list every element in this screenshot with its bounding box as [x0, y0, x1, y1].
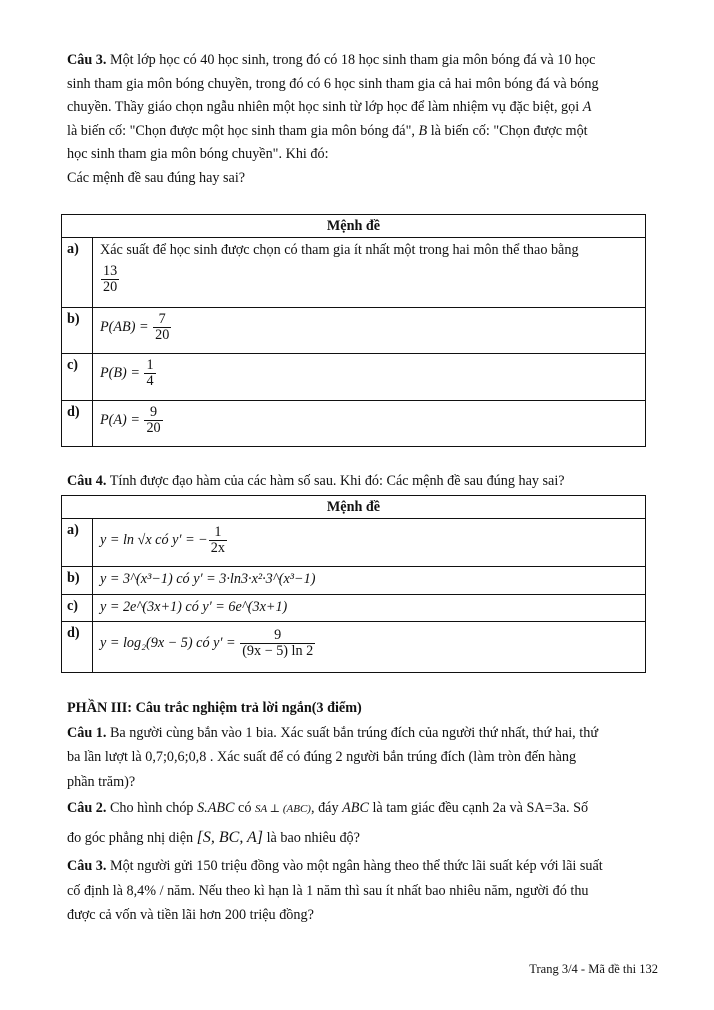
question-3-table	[61, 214, 646, 447]
question-4-table	[61, 495, 646, 673]
section-title: PHẦN III: Câu trắc nghiệm trả lời ngắn(3 điểm)	[67, 700, 362, 716]
table-row: a) y = ln √x có y′ = − $\frac{1}{2x}$	[62, 519, 646, 567]
table-header: Mệnh đề	[62, 496, 646, 519]
question-label: Câu 3.	[67, 52, 107, 68]
table-row: d) P(A) = $\frac{9}{20}$	[62, 401, 646, 447]
table-row: b) P(AB) = $\frac{7}{20}$	[62, 308, 646, 354]
question-4-text: Câu 4. Tính được đạo hàm của các hàm số sau. Khi đó: Các mệnh đề sau đúng hay sai?	[67, 473, 565, 489]
table-row: a) Xác suất để học sinh được chọn có tham gia ít nhất một trong hai môn thể thao bằng $\frac{13}{20}$	[62, 238, 646, 308]
page-footer: Trang 3/4 - Mã đề thi 132	[529, 962, 658, 976]
table-row: d) y = log₂(9x − 5) có y′ = $\frac{9}{(9x - 5) \ln 2}$	[62, 622, 646, 673]
part-3: PHẦN III: Câu trắc nghiệm trả lời ngắn(3 điểm) Câu 1. Ba người cùng bắn vào 1 bia. Xác suất bắn trúng đích của người thứ nhất, thứ hai, thứ ba lần lượt là 0,7;0,6;0,8 . Xác suất để có đúng 2 người bắn trúng đích (làm tròn đến hàng phần trăm)? Câu 2. Cho hình chóp S.ABC có SA ⊥ (ABC), đáy ABC là tam giác đều cạnh 2a và SA=3a. Số đo góc phẳng nhị diện [S, BC, A] là bao nhiêu độ? Câu 3. Một người gửi 150 triệu đồng vào một ngân hàng theo thể thức lãi suất kép với lãi suất cố định là 8,4% / năm. Nếu theo kì hạn là 1 năm thì sau ít nhất bao nhiêu năm, người đó thu được cả vốn và tiền lãi hơn 200 triệu đồng?	[67, 700, 603, 923]
fraction: $\frac{13}{20}$	[103, 263, 118, 295]
question-3-text: Câu 3. Một lớp học có 40 học sinh, trong đó có 18 học sinh tham gia môn bóng đá và 10 học sinh tham gia môn bóng chuyền, trong đó có 6 học sinh tham gia cả hai môn bóng đá và bóng chuyền. Thầy giáo chọn ngẫu nhiên một học sinh từ lớp học để làm nhiệm vụ đặc biệt, gọi A là biến cố: "Chọn được một học sinh tham gia môn bóng đá", B là biến cố: "Chọn được một học sinh tham gia môn bóng chuyền". Khi đó: Các mệnh đề sau đúng hay sai?	[67, 52, 599, 186]
table-row: c) P(B) = $\frac{1}{4}$	[62, 354, 646, 401]
table-row: c) y = 2e^(3x+1) có y′ = 6e^(3x+1)	[62, 595, 646, 622]
table-row: b) y = 3^(x³−1) có y′ = 3·ln3·x²·3^(x³−1)	[62, 567, 646, 595]
table-header: Mệnh đề	[62, 215, 646, 238]
